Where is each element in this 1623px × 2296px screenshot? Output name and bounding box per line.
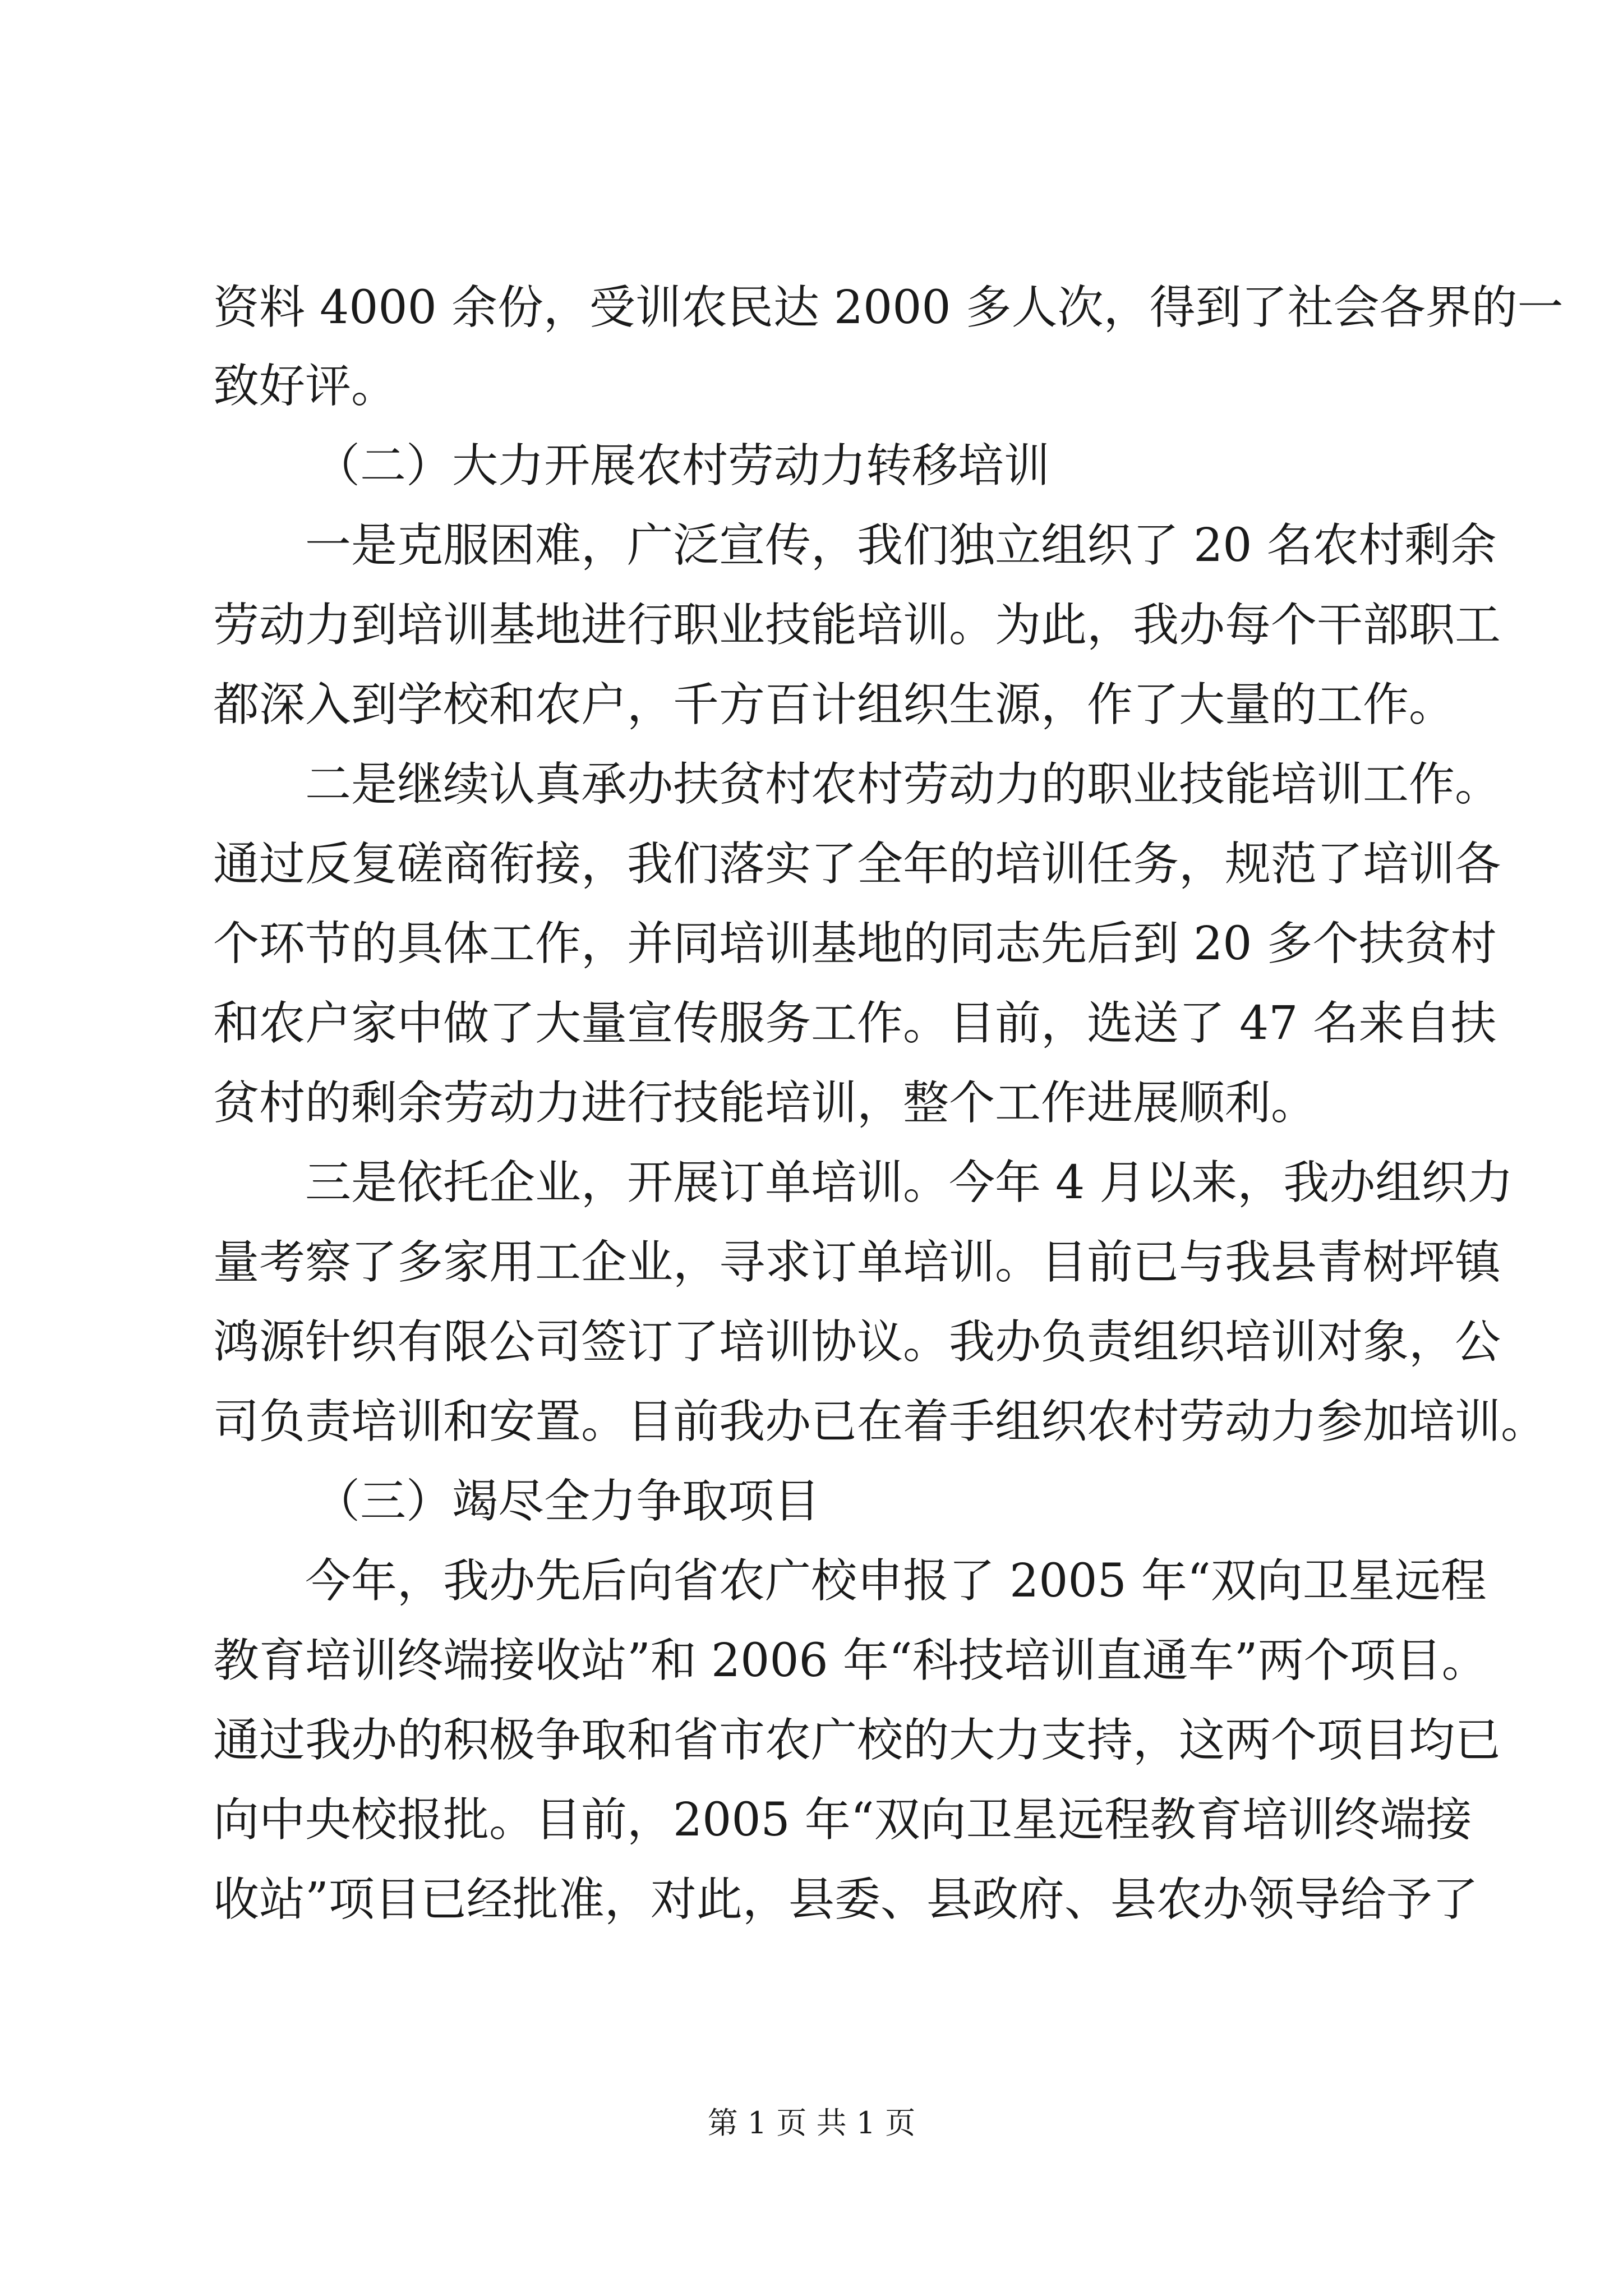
paragraph-line: 都深入到学校和农户，千方百计组织生源，作了大量的工作。: [213, 678, 1455, 731]
paragraph-line: 司负责培训和安置。目前我办已在着手组织农村劳动力参加培训。: [213, 1395, 1547, 1448]
paragraph-line: 通过反复磋商衔接，我们落实了全年的培训任务，规范了培训各: [213, 838, 1501, 891]
paragraph-line: 一是克服困难，广泛宣传，我们独立组织了 20 名农村剩余: [305, 519, 1497, 572]
paragraph-line: 教育培训终端接收站”和 2006 年“科技培训直通车”两个项目。: [213, 1634, 1488, 1687]
paragraph-line: 鸿源针织有限公司签订了培训协议。我办负责组织培训对象，公: [213, 1315, 1501, 1369]
paragraph-line: 三是依托企业，开展订单培训。今年 4 月以来，我办组织力: [305, 1156, 1514, 1209]
paragraph-line: 劳动力到培训基地进行职业技能培训。为此，我办每个干部职工: [213, 599, 1501, 652]
paragraph-line: 致好评。: [213, 360, 398, 413]
paragraph-line: 今年，我办先后向省农广校申报了 2005 年“双向卫星远程: [305, 1554, 1487, 1608]
paragraph-line: 向中央校报批。目前，2005 年“双向卫星远程教育培训终端接: [213, 1793, 1472, 1847]
paragraph-line: 贫村的剩余劳动力进行技能培训，整个工作进展顺利。: [213, 1076, 1317, 1130]
paragraph-line: 个环节的具体工作，并同培训基地的同志先后到 20 多个扶贫村: [213, 917, 1497, 970]
section-heading: （三）竭尽全力争取项目: [314, 1475, 820, 1528]
page-footer: 第 1 页 共 1 页: [707, 2105, 916, 2141]
paragraph-line: 二是继续认真承办扶贫村农村劳动力的职业技能培训工作。: [305, 758, 1501, 811]
paragraph-line: 资料 4000 余份，受训农民达 2000 多人次，得到了社会各界的一: [213, 281, 1564, 334]
paragraph-line: 和农户家中做了大量宣传服务工作。目前，选送了 47 名来自扶: [213, 997, 1497, 1050]
paragraph-line: 通过我办的积极争取和省市农广校的大力支持，这两个项目均已: [213, 1714, 1501, 1767]
paragraph-line: 量考察了多家用工企业，寻求订单培训。目前已与我县青树坪镇: [213, 1236, 1501, 1289]
paragraph-line: 收站”项目已经批准，对此，县委、县政府、县农办领导给予了: [213, 1873, 1478, 1926]
section-heading: （二）大力开展农村劳动力转移培训: [314, 439, 1050, 493]
